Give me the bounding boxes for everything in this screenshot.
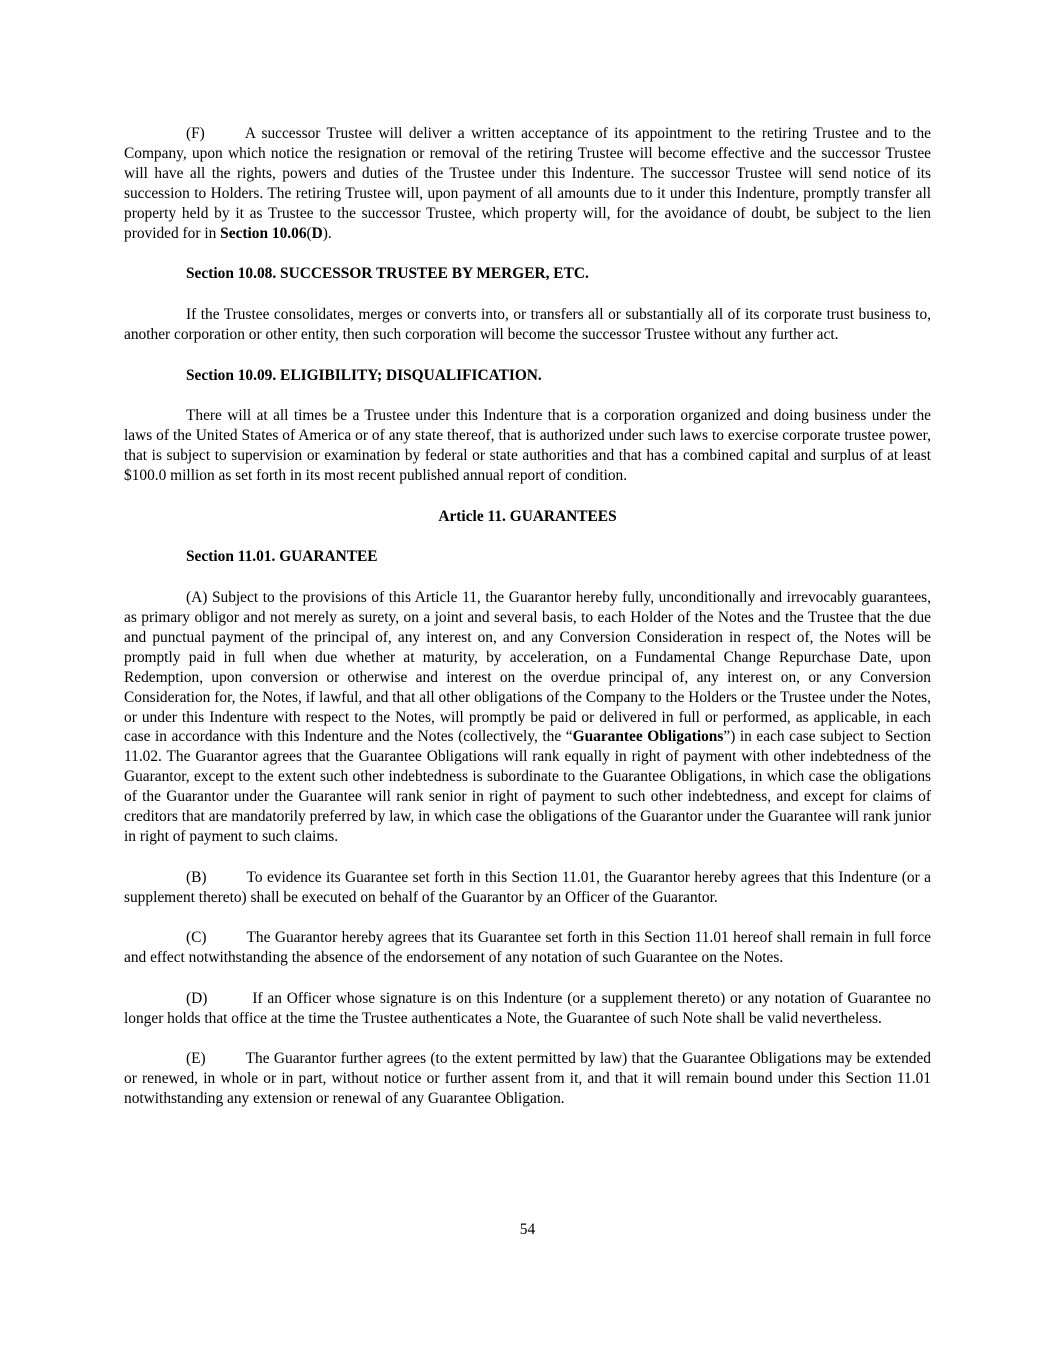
paragraph-b [124, 868, 931, 908]
paragraph-text: A successor Trustee will deliver a written acceptance of its appointment to the retiring Trustee and to the Company, upon which notice the resignation or removal of the retiring Trustee will become effective and the successor Trustee will have all the rights, powers and duties of the Trustee under this Indenture. The successor Trustee will send notice of its succession to Holders. The retiring Trustee will, upon payment of all amounts due to it under this Indenture, promptly transfer all property held by it as Trustee to the successor Trustee, which property will, for the avoidance of doubt, be subject to the lien provided for in [124, 125, 931, 242]
paragraph-label: (E) [186, 1050, 206, 1068]
section-heading-11-01: Section 11.01. GUARANTEE [186, 548, 378, 566]
paragraph-a [124, 588, 931, 847]
paragraph-text: (A) Subject to the provisions of this Article 11, the Guarantor hereby fully, unconditionally and irrevocably guarantees, as primary obligor and not merely as surety, on a joint and several basis, to each Holder of the Notes and the Trustee that the due and punctual payment of the principal of, any interest on, and any Conversion Consideration in respect of, the Notes will be promptly paid in full when due whether at maturity, by acceleration, on a Fundamental Change Repurchase Date, upon Redemption, upon conversion or otherwise and interest on the overdue principal of, any interest on, or any Conversion Consideration for, the Notes, if lawful, and that all other obligations of the Company to the Holders or the Trustee under the Notes, or under this Indenture with respect to the Notes, will promptly be paid or delivered in full or performed, as applicable, in each case in accordance with this Indenture and the Notes (collectively, the “ [124, 589, 931, 746]
paragraph-label: (D) [186, 989, 208, 1007]
paragraph-label: (B) [186, 868, 207, 886]
section-heading-10-08: Section 10.08. SUCCESSOR TRUSTEE BY MERGER, ETC. [186, 265, 589, 283]
section-reference: Section 10.06 [220, 224, 307, 242]
paragraph-f: (F) A successor Trustee will deliver a written acceptance of its appointment to the retiring Trustee and to the Company, upon which notice the resignation or removal of the retiring Trustee will become effective and the successor Trustee will have all the rights, powers and duties of the Trustee under this Indenture. The successor Trustee will send notice of its succession to Holders. The retiring Trustee will, upon payment of all amounts due to it under this Indenture, promptly transfer all property held by it as Trustee to the successor Trustee, which property will, for the avoidance of doubt, be subject to the lien provided for in Section 10.06(D). [124, 125, 931, 242]
paragraph-text: If an Officer whose signature is on this Indenture (or a supplement thereto) or any notation of Guarantee no longer holds that office at the time the Trustee authenticates a Note, the Guarantee of such Note shall be valid nevertheless. [124, 989, 931, 1027]
paragraph-c [124, 928, 931, 968]
section-body-10-08: If the Trustee consolidates, merges or converts into, or transfers all or substantially all of its corporate trust business to, another corporation or other entity, then such corporation will become the successor Trustee without any further act. [124, 305, 931, 343]
paragraph-text: The Guarantor hereby agrees that its Guarantee set forth in this Section 11.01 hereof shall remain in full force and effect notwithstanding the absence of the endorsement of any notation of such Guarantee on the Notes. [124, 929, 931, 967]
paragraph-label: (F) [186, 125, 205, 142]
paragraph-d [124, 989, 931, 1029]
paragraph-text: ”) in each case subject to Section 11.02. The Guarantor agrees that the Guarantee Obligations will rank equally in right of payment with other indebtedness of the Guarantor, except to the extent such other indebtedness is subordinate to the Guarantee Obligations, in which case the obligations of the Guarantor under the Guarantee will rank senior in right of payment to such other indebtedness, and except for claims of creditors that are mandatorily preferred by law, in which case the obligations of the Guarantor under the Guarantee will rank junior in right of payment to such claims. [124, 728, 931, 845]
article-heading: Article 11. GUARANTEES [438, 507, 617, 525]
paragraph-text: The Guarantor further agrees (to the extent permitted by law) that the Guarantee Obligations may be extended or renewed, in whole or in part, without notice or further assent from it, and that it will remain bound under this Section 11.01 notwithstanding any extension or renewal of any Guarantee Obligation. [124, 1050, 931, 1108]
paragraph-e [124, 1049, 931, 1109]
section-heading-10-09: Section 10.09. ELIGIBILITY; DISQUALIFICATION. [186, 366, 542, 384]
section-body-10-09: There will at all times be a Trustee under this Indenture that is a corporation organized and doing business under the laws of the United States of America or of any state thereof, that is authorized under such laws to exercise corporate trustee power, that is subject to supervision or examination by federal or state authorities and that has a combined capital and surplus of at least $100.0 million as set forth in its most recent published annual report of condition. [124, 407, 931, 484]
section-reference-letter: D [311, 224, 323, 242]
page-number: 54 [519, 1221, 536, 1238]
document-page [124, 124, 931, 1130]
paragraph-text: To evidence its Guarantee set forth in this Section 11.01, the Guarantor hereby agrees that this Indenture (or a supplement thereto) shall be executed on behalf of the Guarantor by an Officer of the Guarantor. [124, 868, 931, 906]
defined-term: Guarantee Obligations [572, 728, 724, 746]
paragraph-label: (C) [186, 929, 207, 947]
